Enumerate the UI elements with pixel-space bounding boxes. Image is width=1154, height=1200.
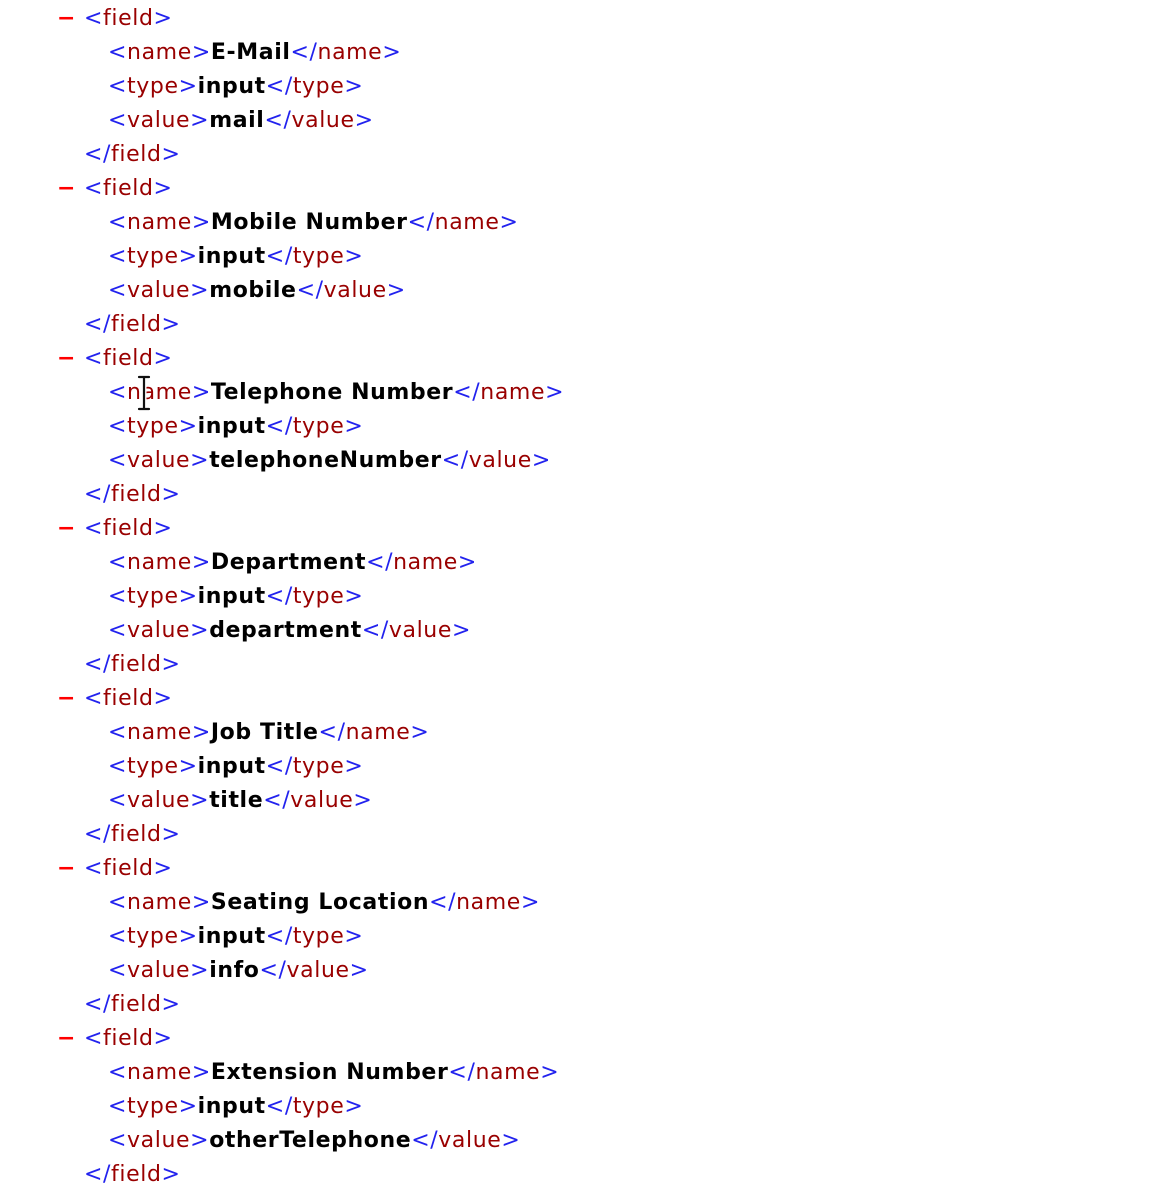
open-bracket: </ [411, 1128, 439, 1153]
open-bracket: < [84, 516, 104, 541]
field-open-line [0, 2, 1154, 36]
close-bracket: > [178, 1094, 198, 1119]
close-bracket: > [386, 278, 406, 303]
close-bracket: > [344, 244, 364, 269]
open-bracket: </ [429, 890, 457, 915]
close-bracket: > [344, 1094, 364, 1119]
open-bracket: </ [290, 40, 318, 65]
tag-type: type [292, 584, 345, 609]
open-bracket: < [108, 40, 128, 65]
xml-field-node [0, 2, 1154, 172]
open-bracket: < [108, 550, 128, 575]
close-bracket: > [344, 74, 364, 99]
open-bracket: < [84, 686, 104, 711]
open-bracket: </ [84, 652, 112, 677]
open-bracket: </ [296, 278, 324, 303]
tag-field: field [111, 652, 162, 677]
field-value-line [0, 274, 1154, 308]
open-bracket: </ [265, 754, 293, 779]
close-bracket: > [190, 618, 210, 643]
field-open-line [0, 512, 1154, 546]
field-close-line [0, 818, 1154, 852]
open-bracket: < [108, 278, 128, 303]
tag-value: value [127, 788, 191, 813]
close-bracket: > [457, 550, 477, 575]
field-type-value: input [197, 244, 266, 269]
close-bracket: > [178, 244, 198, 269]
collapse-minus-toggle[interactable]: − [57, 856, 77, 881]
close-bracket: > [161, 652, 181, 677]
tag-field: field [103, 686, 154, 711]
tag-name: name [475, 1060, 541, 1085]
open-bracket: </ [84, 1162, 112, 1187]
close-bracket: > [191, 40, 211, 65]
tag-type: type [127, 74, 179, 99]
field-type-value: input [197, 74, 266, 99]
open-bracket: </ [84, 142, 112, 167]
collapse-minus-toggle[interactable]: − [57, 176, 77, 201]
open-bracket: < [84, 1026, 104, 1051]
tag-type: type [127, 584, 179, 609]
tag-value: value [468, 448, 532, 473]
field-name-value: Telephone Number [210, 380, 454, 405]
xml-field-node [0, 342, 1154, 512]
open-bracket: < [108, 890, 128, 915]
tag-name: name [127, 720, 192, 745]
field-value-value: title [209, 788, 264, 813]
field-value-value: department [209, 618, 362, 643]
field-type-line [0, 410, 1154, 444]
open-bracket: < [108, 1128, 128, 1153]
tag-type: type [127, 244, 179, 269]
open-bracket: </ [264, 108, 292, 133]
open-bracket: < [108, 74, 128, 99]
close-bracket: > [153, 346, 173, 371]
field-name-value: Seating Location [210, 890, 430, 915]
xml-field-node [0, 1022, 1154, 1192]
field-type-value: input [197, 584, 266, 609]
field-name-line [0, 206, 1154, 240]
open-bracket: < [108, 754, 128, 779]
open-bracket: </ [259, 958, 287, 983]
tag-type: type [127, 924, 179, 949]
open-bracket: </ [265, 924, 293, 949]
tag-field: field [111, 482, 162, 507]
open-bracket: < [84, 346, 104, 371]
xml-fields-container [0, 2, 1154, 1192]
field-close-line [0, 138, 1154, 172]
close-bracket: > [545, 380, 565, 405]
open-bracket: </ [361, 618, 389, 643]
tag-name: name [127, 40, 192, 65]
open-bracket: < [84, 856, 104, 881]
field-close-line [0, 1158, 1154, 1192]
open-bracket: < [108, 618, 128, 643]
close-bracket: > [451, 618, 472, 643]
field-name-value: Extension Number [210, 1060, 449, 1085]
open-bracket: < [108, 414, 128, 439]
field-value-value: otherTelephone [209, 1128, 412, 1153]
tag-field: field [111, 822, 162, 847]
close-bracket: > [344, 754, 364, 779]
field-name-line [0, 886, 1154, 920]
close-bracket: > [190, 278, 210, 303]
field-value-value: mail [209, 108, 265, 133]
field-value-value: telephoneNumber [209, 448, 442, 473]
open-bracket: < [108, 788, 128, 813]
close-bracket: > [410, 720, 430, 745]
field-name-line [0, 1056, 1154, 1090]
close-bracket: > [190, 1128, 210, 1153]
open-bracket: </ [84, 482, 112, 507]
field-name-value: Department [210, 550, 367, 575]
tag-field: field [103, 176, 154, 201]
field-close-line [0, 308, 1154, 342]
tag-type: type [292, 754, 345, 779]
collapse-minus-toggle[interactable]: − [57, 516, 77, 541]
tag-type: type [292, 244, 345, 269]
close-bracket: > [499, 210, 519, 235]
tag-value: value [323, 278, 387, 303]
open-bracket: < [108, 448, 128, 473]
field-type-value: input [197, 754, 266, 779]
tag-field: field [111, 1162, 162, 1187]
field-value-line [0, 614, 1154, 648]
tag-value: value [286, 958, 350, 983]
field-open-line [0, 342, 1154, 376]
field-name-line [0, 716, 1154, 750]
close-bracket: > [353, 788, 373, 813]
field-type-value: input [197, 924, 266, 949]
tag-name: name [127, 380, 192, 405]
tag-name: name [434, 210, 500, 235]
field-close-line [0, 988, 1154, 1022]
tag-type: type [292, 1094, 345, 1119]
xml-field-node [0, 512, 1154, 682]
tag-field: field [103, 6, 154, 31]
tag-field: field [103, 516, 154, 541]
tag-name: name [456, 890, 521, 915]
open-bracket: </ [265, 584, 293, 609]
field-type-line [0, 70, 1154, 104]
tag-type: type [127, 1094, 179, 1119]
field-type-line [0, 920, 1154, 954]
field-type-line [0, 1090, 1154, 1124]
open-bracket: </ [265, 1094, 293, 1119]
tag-field: field [103, 1026, 154, 1051]
tag-name: name [480, 380, 546, 405]
collapse-minus-toggle[interactable]: − [57, 346, 77, 371]
tag-value: value [127, 448, 191, 473]
open-bracket: < [108, 1060, 128, 1085]
close-bracket: > [153, 176, 173, 201]
open-bracket: < [84, 176, 104, 201]
field-type-value: input [197, 1094, 266, 1119]
close-bracket: > [178, 584, 198, 609]
tag-type: type [292, 414, 345, 439]
xml-tree-view [0, 2, 1154, 1192]
tag-value: value [127, 108, 191, 133]
tag-field: field [111, 312, 162, 337]
field-type-line [0, 240, 1154, 274]
collapse-minus-toggle[interactable]: − [57, 6, 77, 31]
tag-name: name [393, 550, 458, 575]
open-bracket: </ [366, 550, 394, 575]
close-bracket: > [153, 516, 173, 541]
open-bracket: < [108, 720, 128, 745]
field-value-value: info [209, 958, 260, 983]
tag-value: value [127, 618, 191, 643]
close-bracket: > [161, 1162, 181, 1187]
xml-field-node [0, 852, 1154, 1022]
open-bracket: </ [84, 312, 112, 337]
tag-name: name [127, 890, 192, 915]
close-bracket: > [161, 482, 181, 507]
open-bracket: < [108, 924, 128, 949]
collapse-minus-toggle[interactable]: − [57, 686, 77, 711]
open-bracket: < [108, 244, 128, 269]
close-bracket: > [531, 448, 551, 473]
close-bracket: > [190, 788, 210, 813]
close-bracket: > [191, 550, 211, 575]
field-value-line [0, 1124, 1154, 1158]
tag-name: name [317, 40, 383, 65]
field-type-line [0, 750, 1154, 784]
close-bracket: > [161, 992, 181, 1017]
close-bracket: > [540, 1060, 560, 1085]
field-open-line [0, 852, 1154, 886]
close-bracket: > [190, 448, 210, 473]
tag-field: field [111, 142, 162, 167]
open-bracket: </ [453, 380, 481, 405]
open-bracket: </ [265, 414, 293, 439]
open-bracket: < [108, 584, 128, 609]
tag-value: value [127, 278, 191, 303]
open-bracket: </ [318, 720, 346, 745]
close-bracket: > [344, 414, 364, 439]
xml-field-node [0, 682, 1154, 852]
open-bracket: </ [441, 448, 469, 473]
close-bracket: > [520, 890, 540, 915]
open-bracket: </ [84, 992, 112, 1017]
open-bracket: < [108, 958, 128, 983]
open-bracket: </ [407, 210, 435, 235]
tag-value: value [438, 1128, 502, 1153]
open-bracket: < [84, 6, 104, 31]
tag-type: type [127, 414, 179, 439]
close-bracket: > [191, 720, 211, 745]
open-bracket: </ [448, 1060, 476, 1085]
open-bracket: < [108, 210, 128, 235]
open-bracket: </ [265, 244, 293, 269]
close-bracket: > [191, 210, 211, 235]
tag-field: field [103, 856, 154, 881]
field-value-value: mobile [209, 278, 297, 303]
tag-value: value [388, 618, 452, 643]
close-bracket: > [161, 822, 181, 847]
field-name-line [0, 36, 1154, 70]
close-bracket: > [191, 1060, 211, 1085]
close-bracket: > [501, 1128, 521, 1153]
field-open-line [0, 1022, 1154, 1056]
open-bracket: </ [84, 822, 112, 847]
tag-type: type [127, 754, 179, 779]
tag-value: value [127, 1128, 191, 1153]
field-value-line [0, 444, 1154, 478]
field-name-value: E-Mail [210, 40, 291, 65]
open-bracket: < [108, 1094, 128, 1119]
close-bracket: > [153, 686, 173, 711]
tag-value: value [127, 958, 191, 983]
close-bracket: > [190, 958, 210, 983]
close-bracket: > [344, 584, 364, 609]
tag-name: name [345, 720, 411, 745]
collapse-minus-toggle[interactable]: − [57, 1026, 77, 1051]
field-value-line [0, 954, 1154, 988]
xml-field-node [0, 172, 1154, 342]
close-bracket: > [190, 108, 210, 133]
field-name-value: Mobile Number [210, 210, 408, 235]
tag-name: name [127, 210, 192, 235]
close-bracket: > [153, 856, 173, 881]
close-bracket: > [178, 754, 198, 779]
open-bracket: </ [263, 788, 291, 813]
tag-field: field [103, 346, 154, 371]
close-bracket: > [354, 108, 374, 133]
close-bracket: > [161, 312, 181, 337]
field-value-line [0, 104, 1154, 138]
field-open-line [0, 172, 1154, 206]
close-bracket: > [153, 6, 173, 31]
field-close-line [0, 648, 1154, 682]
tag-value: value [291, 108, 355, 133]
field-name-line [0, 546, 1154, 580]
field-type-value: input [197, 414, 266, 439]
field-close-line [0, 478, 1154, 512]
open-bracket: < [108, 380, 128, 405]
tag-type: type [292, 74, 345, 99]
field-name-line [0, 376, 1154, 410]
open-bracket: < [108, 108, 128, 133]
field-type-line [0, 580, 1154, 614]
close-bracket: > [178, 414, 198, 439]
close-bracket: > [382, 40, 402, 65]
close-bracket: > [191, 380, 211, 405]
close-bracket: > [178, 924, 198, 949]
field-name-value: Job Title [210, 720, 319, 745]
close-bracket: > [349, 958, 369, 983]
tag-name: name [127, 1060, 192, 1085]
close-bracket: > [153, 1026, 173, 1051]
field-open-line [0, 682, 1154, 716]
close-bracket: > [191, 890, 211, 915]
tag-value: value [290, 788, 354, 813]
tag-name: name [127, 550, 192, 575]
close-bracket: > [178, 74, 198, 99]
tag-type: type [292, 924, 345, 949]
open-bracket: </ [265, 74, 293, 99]
tag-field: field [111, 992, 162, 1017]
close-bracket: > [344, 924, 364, 949]
close-bracket: > [161, 142, 181, 167]
field-value-line [0, 784, 1154, 818]
